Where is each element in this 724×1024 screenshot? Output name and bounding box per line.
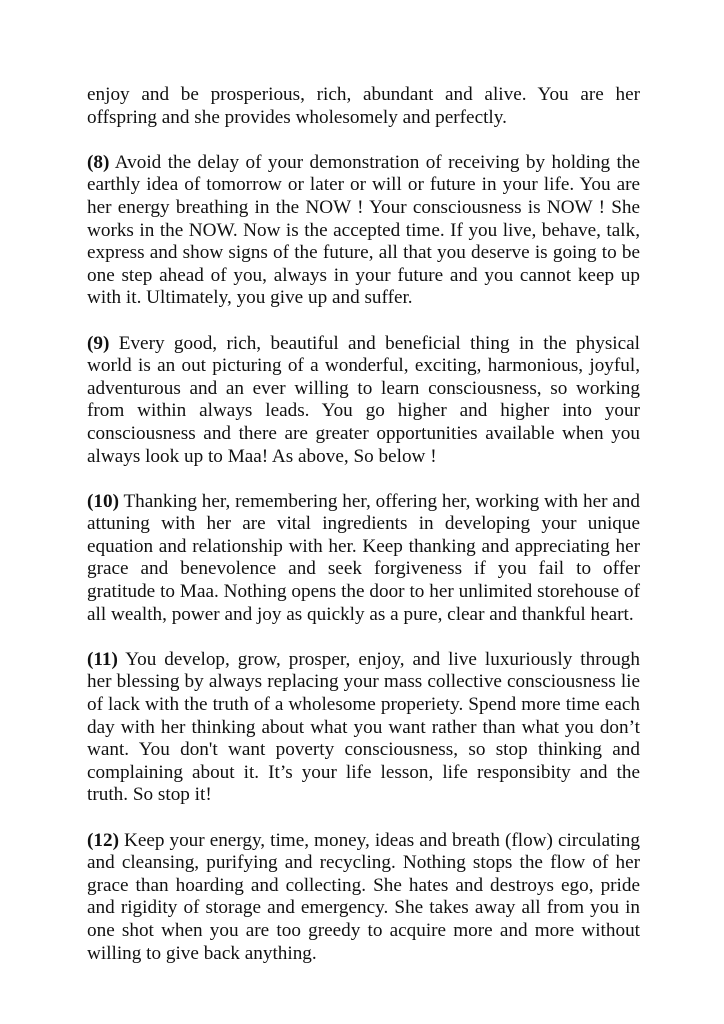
paragraph-text: enjoy and be prosperious, rich, abundant and alive. You are her offspring and she provides wholesomely and perfectly. bbox=[87, 84, 640, 128]
paragraph-10 bbox=[87, 491, 640, 627]
paragraph-text: Thanking her, remembering her, offering her, working with her and attuning with her are vital ingredients in developing your unique equation and relationship with her. Keep thanking and appreciating her grace and benevolence and seek forgiveness if you fail to offer gratitude to Maa. Nothing opens the door to her unlimited storehouse of all wealth, power and joy as quickly as a pure, clear and thankful heart. bbox=[87, 490, 640, 625]
paragraph-text: Keep your energy, time, money, ideas and breath (flow) circulating and cleansing, purifying and recycling. Nothing stops the flow of her grace than hoarding and collecting. She hates and destroys ego, pride and rigidity of storage and emergency. She takes away all from you in one shot when you are too greedy to acquire more and more without willing to give back anything. bbox=[87, 829, 640, 964]
paragraph-number: (11) bbox=[87, 648, 118, 670]
paragraph-12 bbox=[87, 830, 640, 966]
paragraph-number: (12) bbox=[87, 829, 119, 851]
paragraph-9 bbox=[87, 333, 640, 469]
paragraph-11 bbox=[87, 649, 640, 807]
paragraph-text: Avoid the delay of your demonstration of receiving by holding the earthly idea of tomorrow or later or will or future in your life. You are her energy breathing in the NOW ! Your consciousness is NOW ! She works in the NOW. Now is the accepted time. If you live, behave, talk, express and show signs of the future, all that you deserve is going to be one step ahead of you, always in your future and you cannot keep up with it. Ultimately, you give up and suffer. bbox=[87, 151, 640, 309]
paragraph-number: (8) bbox=[87, 151, 110, 173]
paragraph-text: You develop, grow, prosper, enjoy, and live luxuriously through her blessing by always replacing your mass collective consciousness lie of lack with the truth of a wholesome properiety. Spend more time each day with her thinking about what you want rather than what you don’t want. You don't want poverty consciousness, so stop thinking and complaining about it. It’s your life lesson, life responsibity and the truth. So stop it! bbox=[87, 648, 640, 806]
paragraph-8 bbox=[87, 152, 640, 310]
document-page bbox=[87, 84, 640, 988]
paragraph-number: (10) bbox=[87, 490, 119, 512]
paragraph-text: Every good, rich, beautiful and beneficial thing in the physical world is an out picturing of a wonderful, exciting, harmonious, joyful, adventurous and an ever willing to learn consciousness, so working from within always leads. You go higher and higher into your consciousness and there are greater opportunities available when you always look up to Maa! As above, So below ! bbox=[87, 332, 640, 467]
paragraph-number: (9) bbox=[87, 332, 110, 354]
paragraph-continuation bbox=[87, 84, 640, 129]
